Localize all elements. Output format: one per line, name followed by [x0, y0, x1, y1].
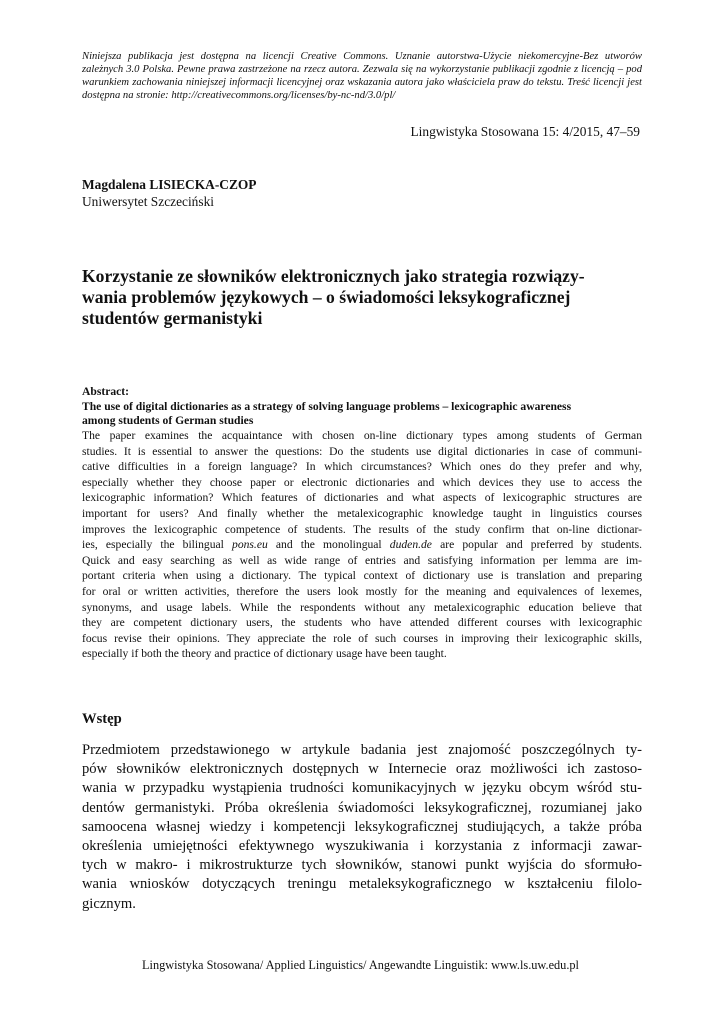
journal-citation: Lingwistyka Stosowana 15: 4/2015, 47–59: [410, 124, 640, 139]
abstract-line: important for users? And finally whether the metalexicographic knowledge taught in linguistics courses: [82, 506, 642, 520]
abstract-line: The paper examines the acquaintance with chosen on-line dictionary types among students of German: [82, 429, 642, 442]
section-line: wania w przypadku wystąpienia trudności komunikacyjnych w języku obcym wśród stu-: [82, 780, 642, 797]
author-affiliation: Uniwersytet Szczeciński: [82, 194, 215, 209]
abstract-line-text: ies, especially the bilingual: [82, 538, 233, 552]
section-line: gicznym.: [82, 895, 136, 912]
dictionary-name-pons: pons.eu: [232, 538, 268, 552]
section-line: Przedmiotem przedstawionego w artykule badania jest znajomość poszczególnych ty-: [82, 742, 642, 758]
abstract-heading: Abstract:: [82, 385, 130, 398]
section-body: [82, 741, 642, 914]
section-line: pów słowników elektronicznych dostępnych w Internecie oraz możliwości ich zastoso-: [82, 761, 642, 778]
abstract-english-title-line: The use of digital dictionaries as a strategy of solving language problems – lexicographic awareness: [82, 400, 572, 413]
abstract-english-title: [82, 400, 642, 427]
dictionary-name-duden: duden.de: [389, 538, 432, 552]
abstract-line: studies. It is essential to answer the questions: Do the students use digital dictionaries in case of communi-: [82, 444, 642, 458]
abstract-line-text: are popular and preferred by students.: [431, 538, 642, 552]
abstract-english-title-line: among students of German studies: [82, 413, 254, 427]
article-title-line: Korzystanie ze słowników elektronicznych jako strategia rozwiązy-: [82, 266, 585, 286]
abstract-line: especially if both the theory and practice of dictionary usage have been taught.: [82, 647, 447, 661]
article-title: [82, 266, 642, 329]
section-line: dentów germanistyki. Próba określenia świadomości leksykograficznej, rozumianej jako: [82, 799, 642, 816]
article-title-line: wania problemów językowych – o świadomości leksykograficznej: [82, 287, 571, 307]
abstract-line: synonyms, and usage labels. While the respondents without any metalexicographic education believe that: [82, 600, 642, 614]
page-footer: Lingwistyka Stosowana/ Applied Linguistics/ Angewandte Linguistik: www.ls.uw.edu.pl: [142, 958, 579, 972]
abstract-line-text: and the monolingual: [267, 538, 390, 552]
abstract-line: especially whether they choose paper or electronic dictionaries and which devices they use to access the: [82, 475, 642, 489]
abstract-line: portant criteria when using a dictionary. The typical context of dictionary use is translation and preparing: [82, 569, 642, 583]
abstract-line: cative difficulties in a foreign language? In which circumstances? Which ones do they prefer and why,: [82, 460, 642, 474]
abstract-body: [82, 428, 642, 662]
abstract-line: focus revise their opinions. They appreciate the role of such courses in improving their lexicographic skills,: [82, 631, 642, 645]
section-line: samoocena własnej wiedzy i kompetencji leksykograficznej studiujących, a także próba: [82, 818, 642, 835]
section-line: wania wniosków dotyczących treningu metaleksykograficznego w kształceniu filolo-: [82, 876, 642, 893]
abstract-line: improves the lexicographic competence of students. The results of the study confirm that on-line dictionar-: [82, 522, 642, 536]
author-name: Magdalena LISIECKA-CZOP: [82, 177, 257, 192]
article-title-line: studentów germanistyki: [82, 308, 263, 328]
license-note: Niniejsza publikacja jest dostępna na licencji Creative Commons. Uznanie autorstwa-Użycie niekomercyjne-Bez utworów zależnych 3.0 Polska. Pewne prawa zastrzeżone na rzecz autora. Zezwala się na wykorzystanie publikacji zgodnie z licencją – pod warunkiem zachowania niniejszej informacji licencyjnej oraz wskazania autora jako właściciela praw do tekstu. Treść licencji jest dostępna na stronie: http://creativecommons.org/licenses/by-nc-nd/3.0/pl/: [82, 51, 642, 101]
abstract-line: Quick and easy searching as well as wide range of entries and satisfying information per lemma are im-: [82, 553, 642, 567]
abstract-line: they are competent dictionary users, the students who have attended different courses with lexicographic: [82, 616, 642, 630]
abstract-line: lexicographic information? Which features of dictionaries and what aspects of lexicographic structures are: [82, 491, 642, 505]
section-line: tych w makro- i mikrostrukturze tych słowników, stanowi punkt wyjścia do sformuło-: [82, 857, 642, 874]
abstract-line: for oral or written activities, therefore the users look mostly for the meaning and equivalences of lexemes,: [82, 584, 642, 598]
section-line: określenia umiejętności efektywnego wyszukiwania i korzystania z informacji zawar-: [82, 838, 642, 855]
abstract-line: [82, 537, 642, 553]
section-heading: Wstęp: [82, 711, 122, 727]
